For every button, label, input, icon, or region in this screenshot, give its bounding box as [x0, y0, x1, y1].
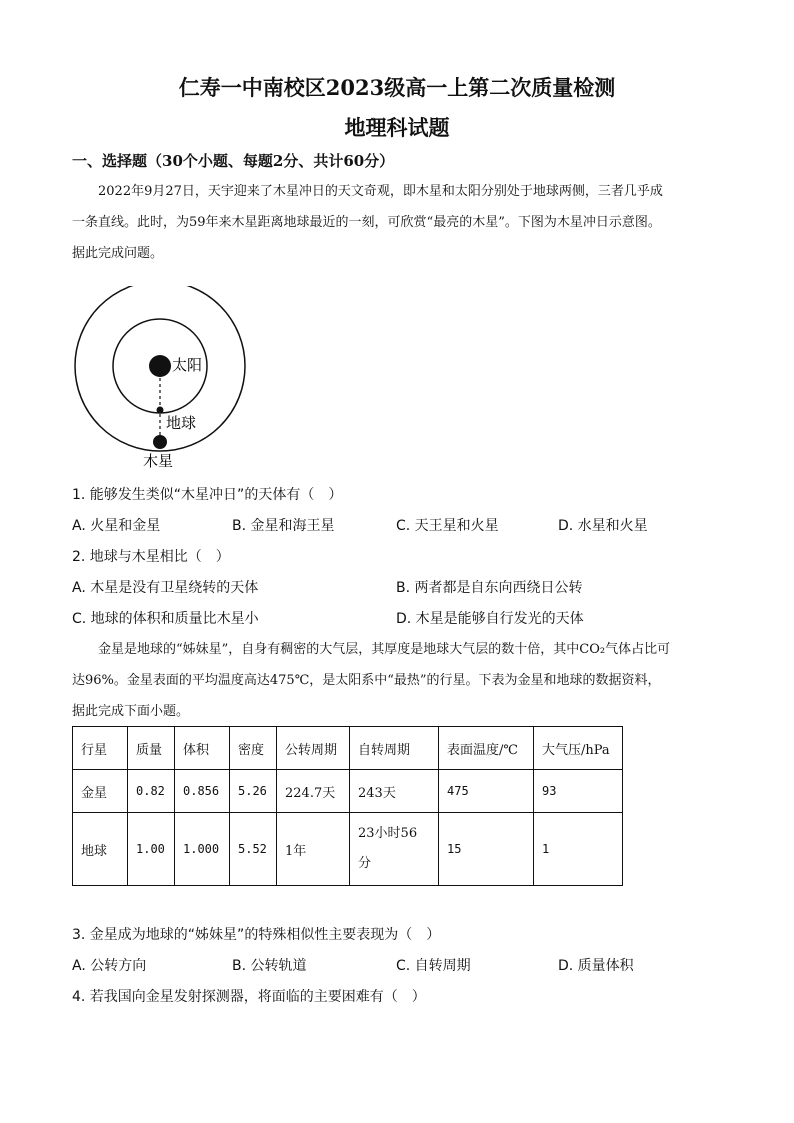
earth-dot	[157, 407, 164, 414]
question-3-stem: 3. 金星成为地球的“姊妹星”的特殊相似性主要表现为（ ）	[72, 927, 441, 943]
table-header-cell: 密度	[230, 727, 277, 770]
table-header-cell: 行星	[73, 727, 128, 770]
table-cell	[350, 813, 439, 886]
table-cell: 地球	[73, 813, 128, 886]
q2-option-b[interactable]: B. 两者都是自东向西绕日公转	[396, 580, 583, 596]
passage-1-line: 一条直线。此时，为59年来木星距离地球最近的一刻，可欣赏“最亮的木星”。下图为木星冲日示意图。	[72, 215, 661, 230]
earth-label: 地球	[166, 414, 197, 432]
q3-option-c[interactable]: C. 自转周期	[396, 958, 471, 974]
passage-2-line: 据此完成下面小题。	[72, 704, 190, 719]
question-1-stem: 1. 能够发生类似“木星冲日”的天体有（ ）	[72, 487, 343, 503]
table-cell: 5.52	[230, 813, 277, 886]
sun-dot	[149, 355, 171, 377]
sun-label: 太阳	[172, 356, 203, 374]
table-row	[73, 813, 623, 886]
passage-2-line: 金星是地球的“姊妹星”，自身有稠密的大气层，其厚度是地球大气层的数十倍，其中CO₂气体占比可	[98, 642, 671, 657]
table-header-cell: 表面温度/℃	[439, 727, 534, 770]
table-header-cell: 大气压/hPa	[534, 727, 623, 770]
jupiter-dot	[153, 435, 167, 449]
q1-option-d[interactable]: D. 水星和火星	[558, 518, 648, 534]
table-cell: 475	[439, 770, 534, 813]
table-cell: 243天	[350, 770, 439, 813]
q1-option-c[interactable]: C. 天王星和火星	[396, 518, 499, 534]
planet-data-table	[72, 726, 623, 886]
passage-1	[72, 176, 726, 269]
table-header-cell: 自转周期	[350, 727, 439, 770]
passage-1-line: 2022年9月27日，天宇迎来了木星冲日的天文奇观，即木星和太阳分别处于地球两侧，三者几乎成	[98, 184, 663, 199]
q1-option-a[interactable]: A. 火星和金星	[72, 518, 161, 534]
table-cell: 5.26	[230, 770, 277, 813]
table-cell: 15	[439, 813, 534, 886]
question-2-stem: 2. 地球与木星相比（ ）	[72, 549, 230, 565]
section-heading: 一、选择题（30个小题、每题2分、共计60分）	[72, 152, 395, 170]
jupiter-label: 木星	[143, 452, 174, 470]
table-header-cell: 质量	[128, 727, 175, 770]
passage-2	[72, 634, 726, 727]
q3-option-d[interactable]: D. 质量体积	[558, 958, 634, 974]
table-header-cell: 体积	[175, 727, 230, 770]
table-cell: 1.000	[175, 813, 230, 886]
table-cell: 1	[534, 813, 623, 886]
table-cell: 224.7天	[277, 770, 350, 813]
table-cell: 93	[534, 770, 623, 813]
table-cell: 1.00	[128, 813, 175, 886]
table-header-cell: 公转周期	[277, 727, 350, 770]
table-cell: 0.82	[128, 770, 175, 813]
passage-1-line: 据此完成问题。	[72, 246, 164, 261]
passage-2-line: 达96%。金星表面的平均温度高达475℃，是太阳系中“最热”的行星。下表为金星和地球的数据资料，	[72, 673, 661, 688]
q3-option-a[interactable]: A. 公转方向	[72, 958, 147, 974]
q1-option-b[interactable]: B. 金星和海王星	[232, 518, 335, 534]
q3-option-b[interactable]: B. 公转轨道	[232, 958, 307, 974]
earth-rotation-line: 23小时56	[358, 826, 418, 841]
page-subtitle: 地理科试题	[344, 115, 450, 140]
q2-option-d[interactable]: D. 木星是能够自行发光的天体	[396, 611, 584, 627]
page-title: 仁寿一中南校区2023级高一上第二次质量检测	[178, 75, 616, 100]
q2-option-c[interactable]: C. 地球的体积和质量比木星小	[72, 611, 259, 627]
question-4-stem: 4. 若我国向金星发射探测器，将面临的主要困难有（ ）	[72, 989, 426, 1005]
table-row	[73, 770, 623, 813]
q2-option-a[interactable]: A. 木星是没有卫星绕转的天体	[72, 580, 259, 596]
table-header-row	[73, 727, 623, 770]
table-cell: 金星	[73, 770, 128, 813]
jupiter-opposition-diagram	[70, 286, 250, 476]
table-cell: 1年	[277, 813, 350, 886]
earth-rotation-line: 分	[358, 856, 372, 871]
table-cell: 0.856	[175, 770, 230, 813]
